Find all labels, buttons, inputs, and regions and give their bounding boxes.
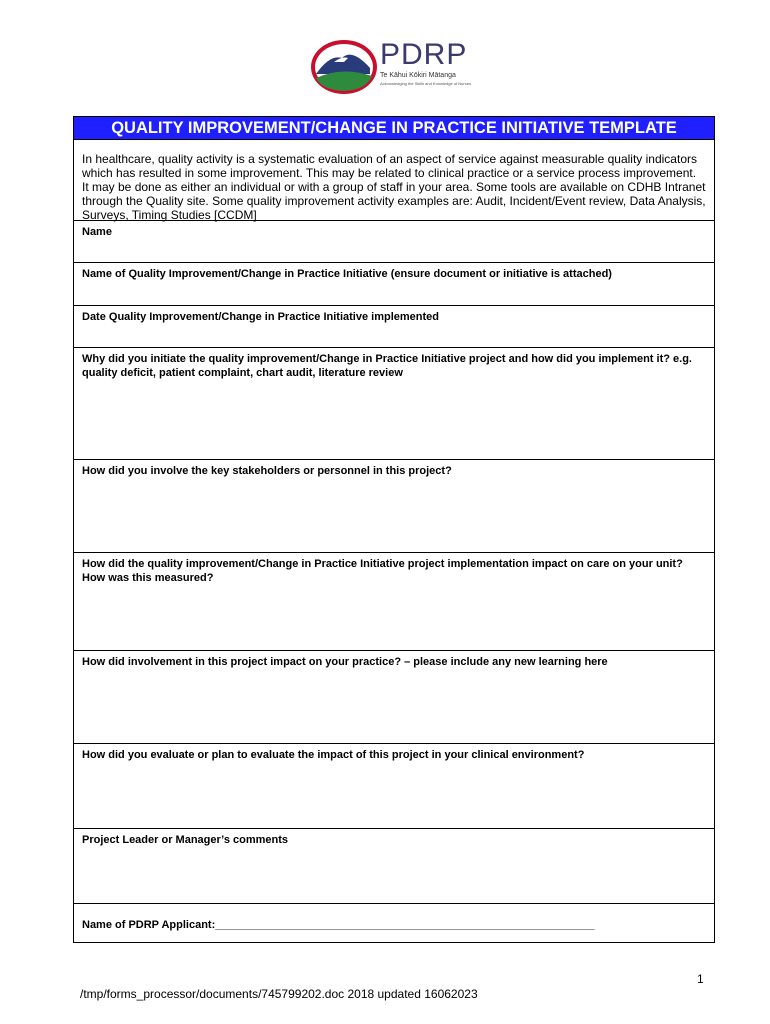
form-title: QUALITY IMPROVEMENT/CHANGE IN PRACTICE INITIATIVE TEMPLATE	[74, 117, 714, 140]
field-impact-on-care[interactable]: How did the quality improvement/Change in Practice Initiative project implementation impact on care on your unit? How was this measured?	[74, 553, 714, 651]
field-name[interactable]: Name	[74, 221, 714, 263]
document-path: /tmp/forms_processor/documents/745799202.doc 2018 updated 16062023	[80, 987, 478, 1001]
quality-improvement-form	[73, 116, 715, 943]
pdrp-logo	[308, 38, 488, 94]
page-number: 1	[697, 972, 704, 986]
field-stakeholders[interactable]: How did you involve the key stakeholders or personnel in this project?	[74, 460, 714, 553]
field-date-implemented[interactable]: Date Quality Improvement/Change in Practice Initiative implemented	[74, 306, 714, 348]
logo-subtitle: Te Kāhui Kōkiri Mātanga	[380, 72, 456, 79]
logo-tagline: Acknowledging the Skills and Knowledge of Nurses	[380, 81, 471, 86]
field-evaluation[interactable]: How did you evaluate or plan to evaluate the impact of this project in your clinical environment?	[74, 744, 714, 829]
field-initiative-name[interactable]: Name of Quality Improvement/Change in Practice Initiative (ensure document or initiative is attached)	[74, 263, 714, 306]
mountain-logo-icon	[308, 38, 378, 96]
logo-wordmark: PDRP	[380, 38, 468, 71]
field-why-initiated[interactable]: Why did you initiate the quality improvement/Change in Practice Initiative project and how did you implement it? e.g. quality deficit, patient complaint, chart audit, literature review	[74, 348, 714, 460]
field-applicant-name[interactable]: Name of PDRP Applicant:______________________________________________________________	[82, 919, 595, 931]
form-intro: In healthcare, quality activity is a systematic evaluation of an aspect of service against measurable quality indicators which has resulted in some improvement. This may be related to clinical practice or a service process improvement. It may be done as either an individual or with a group of staff in your area. Some tools are available on CDHB Intranet through the Quality site. Some quality improvement activity examples are: Audit, Incident/Event review, Data Analysis, Surveys, Timing Studies [CCDM]	[74, 140, 714, 221]
field-manager-comments[interactable]: Project Leader or Manager’s comments	[74, 829, 714, 904]
field-impact-on-practice[interactable]: How did involvement in this project impact on your practice? – please include any new learning here	[74, 651, 714, 744]
